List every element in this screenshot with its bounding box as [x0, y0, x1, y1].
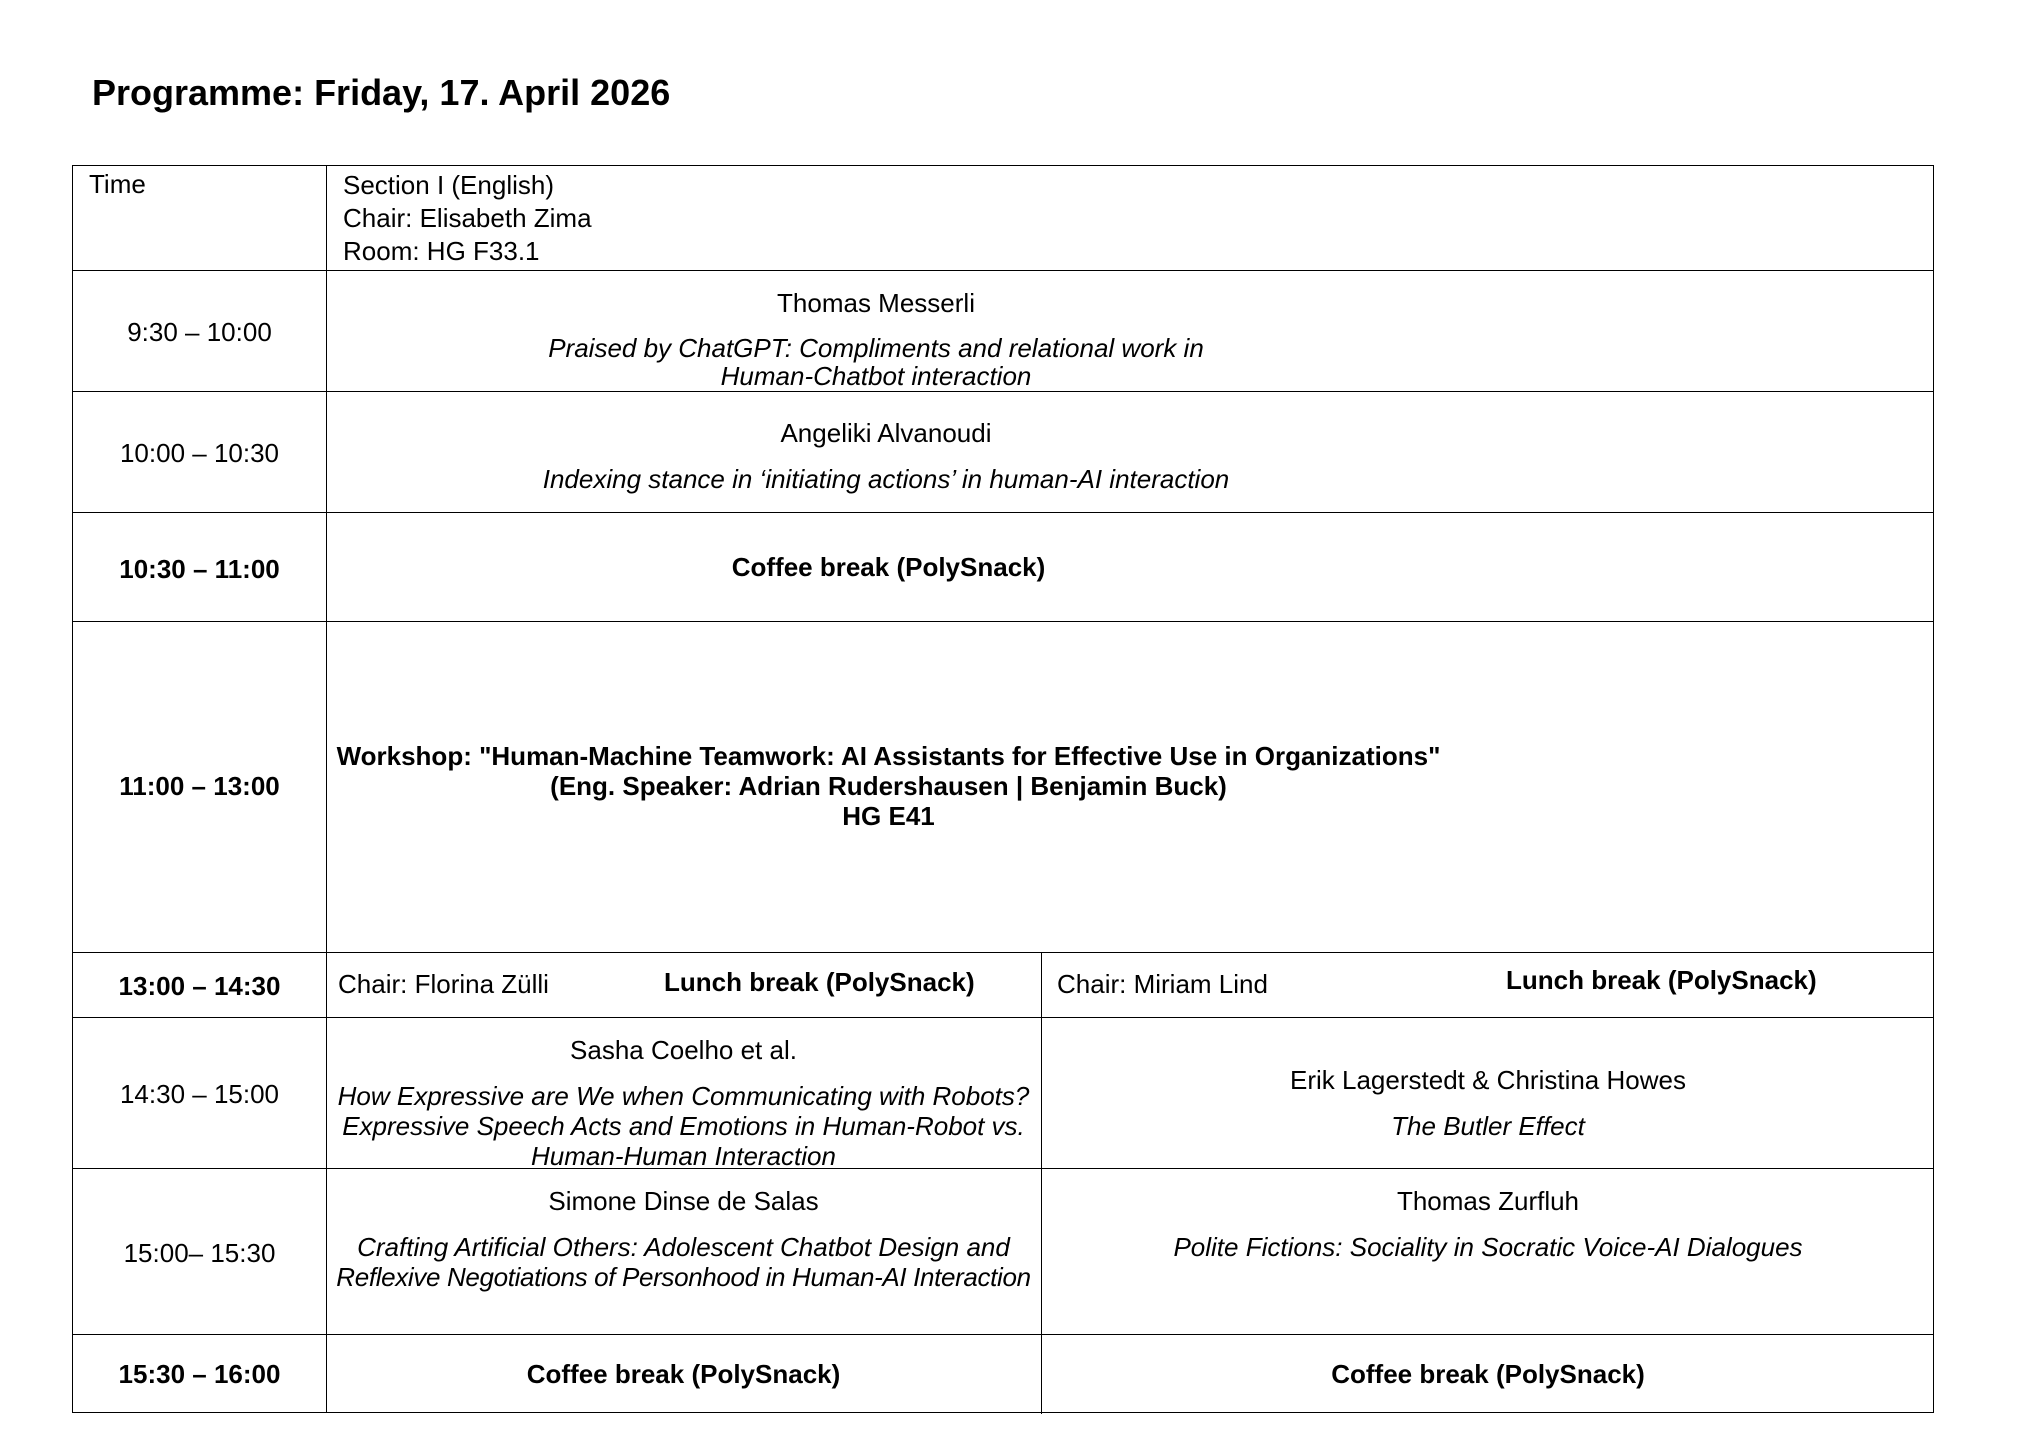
session-cell — [1041, 1065, 1935, 1141]
column-divider — [1041, 952, 1042, 1414]
talk-title — [326, 1081, 1041, 1171]
talk-title-line: Crafting Artificial Others: Adolescent Chatbot Design and — [357, 1232, 1010, 1262]
break-label: Coffee break (PolySnack) — [1331, 1359, 1645, 1389]
time-cell: 9:30 – 10:00 — [127, 317, 272, 347]
talk-title — [326, 1232, 1041, 1292]
talk-title: Indexing stance in ‘initiating actions’ in human-AI interaction — [542, 464, 1230, 494]
speaker-name: Simone Dinse de Salas — [548, 1186, 819, 1216]
time-cell: 13:00 – 14:30 — [118, 971, 281, 1001]
row-divider — [73, 1334, 1933, 1335]
workshop-title: Workshop: "Human-Machine Teamwork: AI Assistants for Effective Use in Organizations" — [336, 741, 1441, 771]
break-label: Lunch break (PolySnack) — [1506, 965, 1817, 995]
time-cell: 15:30 – 16:00 — [118, 1359, 281, 1389]
time-cell: 14:30 – 15:00 — [119, 1079, 280, 1109]
speaker-name: Sasha Coelho et al. — [570, 1035, 797, 1065]
section-chair: Chair: Elisabeth Zima — [343, 203, 592, 233]
row-divider — [73, 270, 1933, 271]
row-divider — [73, 621, 1933, 622]
speaker-name: Angeliki Alvanoudi — [780, 418, 992, 448]
talk-title-line: Reflexive Negotiations of Personhood in Human-AI Interaction — [336, 1262, 1031, 1292]
row-divider — [73, 512, 1933, 513]
section-title: Section I (English) — [343, 170, 554, 200]
time-cell: 10:30 – 11:00 — [119, 554, 280, 584]
session-cell — [1041, 1186, 1935, 1262]
time-cell: 15:00– 15:30 — [123, 1238, 276, 1268]
talk-title-line: Praised by ChatGPT: Compliments and relational work in — [548, 333, 1204, 363]
break-label: Lunch break (PolySnack) — [664, 967, 975, 997]
session-cell — [326, 418, 1446, 494]
talk-title-line: Expressive Speech Acts and Emotions in Human-Robot vs. — [342, 1111, 1025, 1141]
speaker-name: Erik Lagerstedt & Christina Howes — [1290, 1065, 1686, 1095]
row-divider — [73, 952, 1933, 953]
talk-title-line: Human-Human Interaction — [531, 1141, 836, 1171]
section-room: Room: HG F33.1 — [343, 236, 540, 266]
section-header — [343, 169, 592, 268]
speaker-name: Thomas Zurfluh — [1396, 1186, 1580, 1216]
break-label: Coffee break (PolySnack) — [731, 552, 1046, 582]
talk-title-line: How Expressive are We when Communicating with Robots? — [337, 1081, 1030, 1111]
chair-label: Chair: Florina Zülli — [338, 969, 549, 999]
speaker-name: Thomas Messerli — [777, 288, 975, 318]
row-divider — [73, 391, 1933, 392]
workshop-speakers: (Eng. Speaker: Adrian Rudershausen | Benjamin Buck) — [550, 771, 1227, 801]
session-cell — [326, 1186, 1041, 1292]
talk-title: The Butler Effect — [1391, 1111, 1585, 1141]
row-divider — [73, 1017, 1933, 1018]
workshop-room: HG E41 — [842, 801, 935, 831]
programme-table — [72, 165, 1934, 1413]
chair-label: Chair: Miriam Lind — [1057, 969, 1268, 999]
time-cell: 11:00 – 13:00 — [119, 771, 280, 801]
page-title: Programme: Friday, 17. April 2026 — [92, 72, 671, 113]
talk-title — [326, 334, 1426, 390]
talk-title-line: Human-Chatbot interaction — [720, 361, 1032, 391]
time-cell: 10:00 – 10:30 — [119, 438, 280, 468]
session-cell — [326, 288, 1426, 390]
talk-title: Polite Fictions: Sociality in Socratic Voice-AI Dialogues — [1173, 1232, 1803, 1262]
break-label: Coffee break (PolySnack) — [526, 1359, 841, 1389]
session-cell — [326, 1035, 1041, 1171]
workshop-cell — [326, 741, 1451, 831]
time-column-header: Time — [89, 169, 146, 199]
